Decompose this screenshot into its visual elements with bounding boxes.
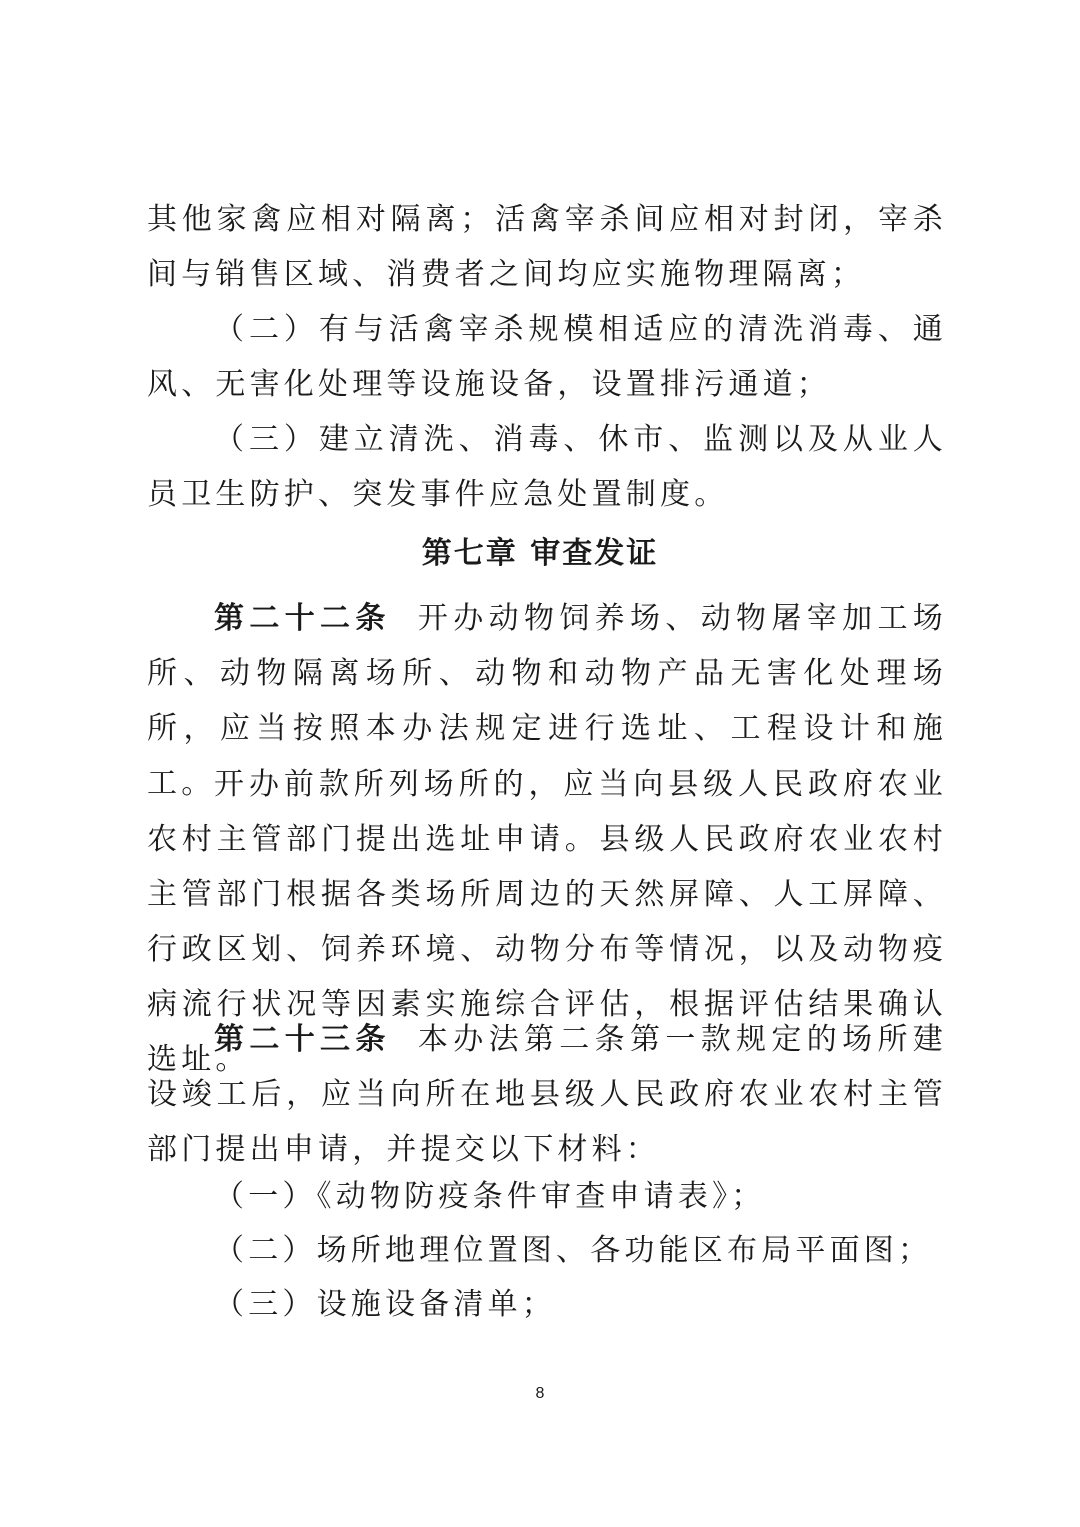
article-22-paragraph-2: 开办前款所列场所的，应当向县级人民政府农业农村主管部门提出选址申请。县级人民政府农业农村主管部门根据各类场所周边的天然屏障、人工屏障、行政区划、饲养环境、动物分布等情况，以及动物疫病流行状况等因素实施综合评估，根据评估结果确认选址。 [147, 767, 947, 1077]
article-23-text: 本办法第二条第一款规定的场所建设竣工后，应当向所在地县级人民政府农业农村主管部门提出申请，并提交以下材料： [147, 1022, 947, 1167]
article-23-label: 第二十三条 [214, 1022, 391, 1057]
chapter-heading: 第七章 审查发证 [421, 536, 659, 571]
article-22-text: 开办动物饲养场、动物屠宰加工场所、动物隔离场所、动物和动物产品无害化处理场所，应当按照本办法规定进行选址、工程设计和施工。 [147, 601, 947, 801]
paragraph-item-3: （三）建立清洗、消毒、休市、监测以及从业人员卫生防护、突发事件应急处置制度。 [147, 422, 947, 512]
article-22-label: 第二十二条 [214, 601, 391, 636]
list-item-1: （一）《动物防疫条件审查申请表》； [214, 1179, 766, 1214]
paragraph-item-2: （二）有与活禽宰杀规模相适应的清洗消毒、通风、无害化处理等设施设备，设置排污通道； [147, 312, 947, 402]
list-item-2: （二）场所地理位置图、各功能区布局平面图； [214, 1233, 933, 1268]
paragraph-continuation: 其他家禽应相对隔离；活禽宰杀间应相对封闭，宰杀间与销售区域、消费者之间均应实施物理隔离； [147, 202, 947, 292]
list-item-3: （三）设施设备清单； [214, 1287, 556, 1322]
page-number: 8 [535, 1385, 545, 1402]
article-23-paragraph [147, 1012, 947, 1177]
